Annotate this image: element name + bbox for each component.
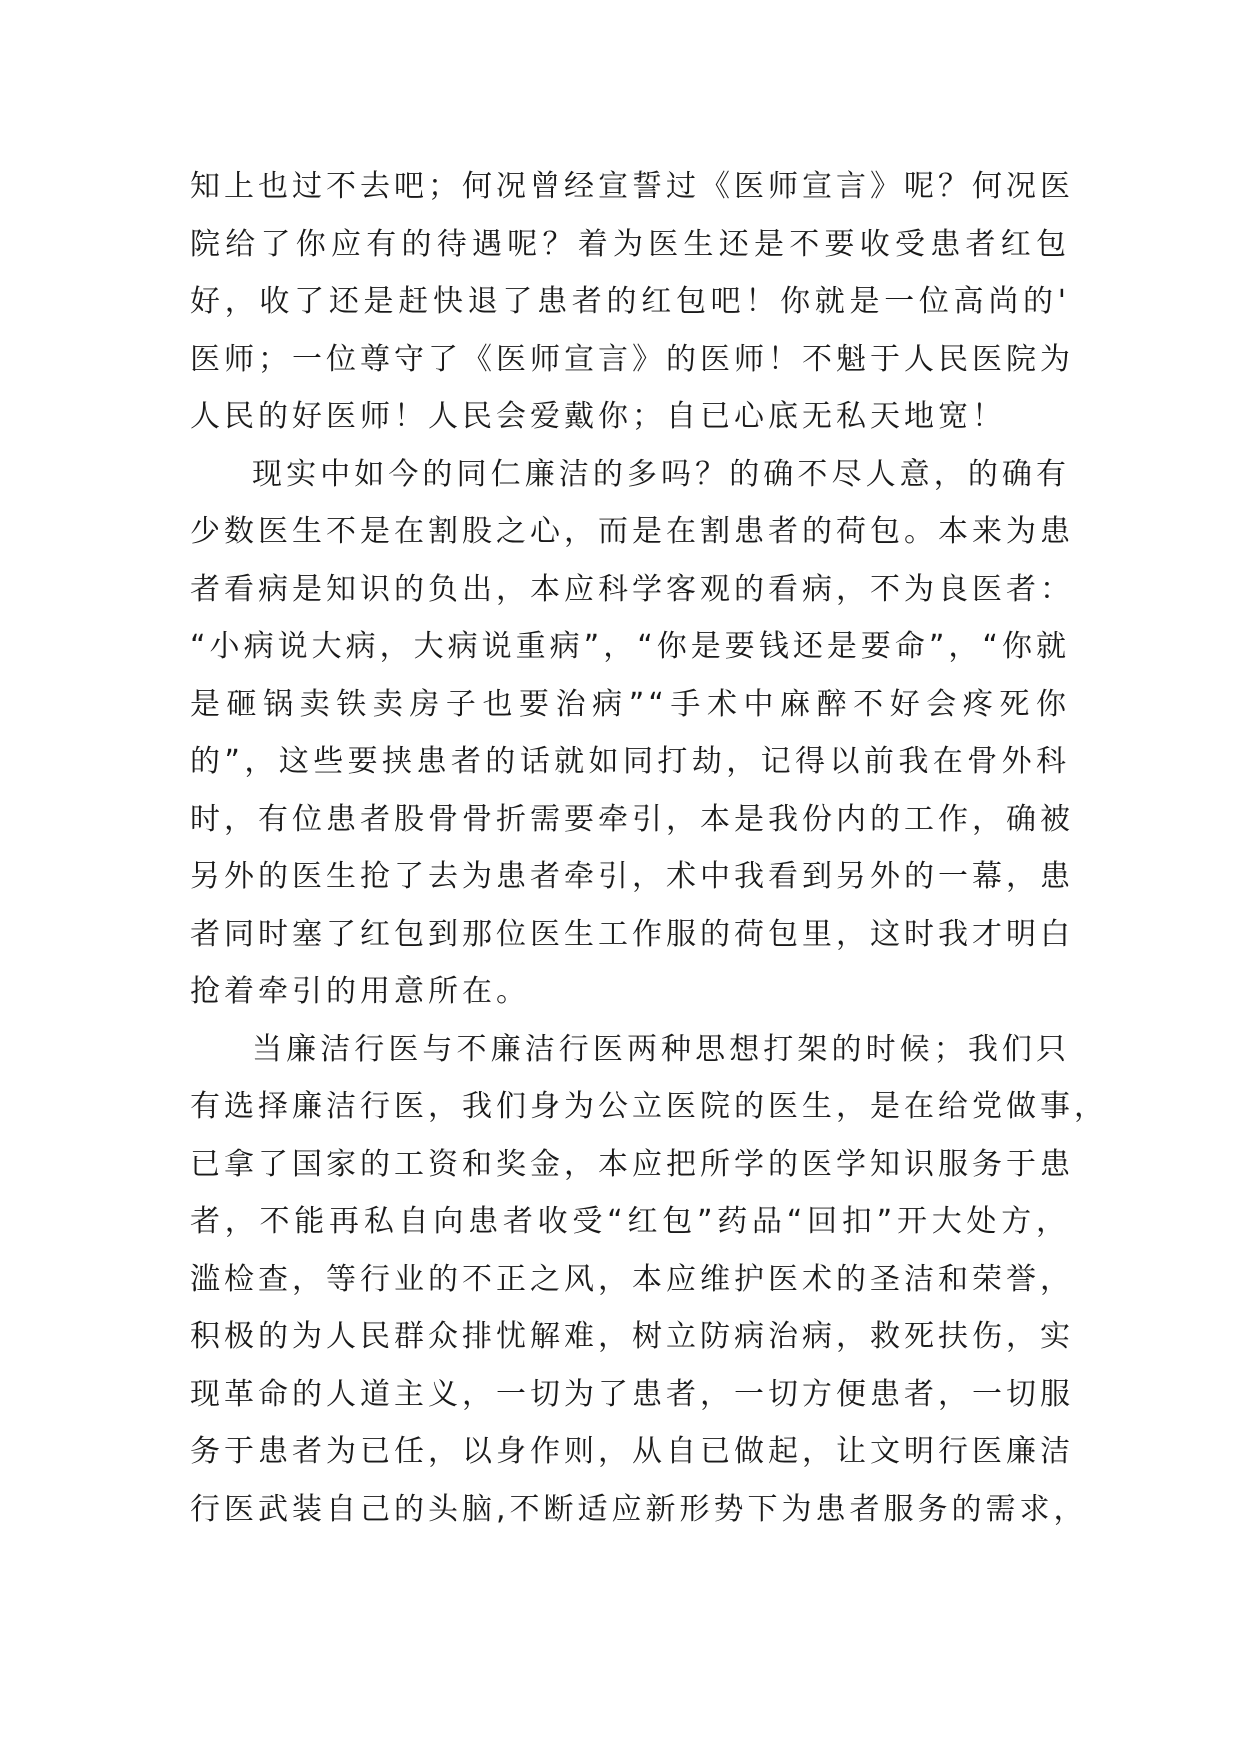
- text-line: 知上也过不去吧；何况曾经宣誓过《医师宣言》呢？何况医: [190, 169, 1074, 204]
- text-line: 者看病是知识的负出，本应科学客观的看病，不为良医者：: [190, 571, 1074, 607]
- text-line: “小病说大病，大病说重病”，“你是要钱还是要命”，“你就: [190, 629, 1070, 664]
- text-line: 的”，这些要挟患者的话就如同打劫，记得以前我在骨外科: [190, 744, 1070, 779]
- text-line: 时，有位患者股骨骨折需要牵引，本是我份内的工作，确被: [190, 801, 1074, 837]
- text-line: 院给了你应有的待遇呢？着为医生还是不要收受患者红包: [190, 226, 1070, 262]
- text-line: 是砸锅卖铁卖房子也要治病”“手术中麻醉不好会疼死你: [190, 686, 1070, 722]
- text-line: 人民的好医师！人民会爱戴你；自已心底无私天地宽！: [190, 399, 1006, 434]
- text-line: 医师；一位尊守了《医师宣言》的医师！不魁于人民医院为: [190, 341, 1074, 377]
- text-line: 务于患者为已任，以身作则，从自已做起，让文明行医廉洁: [190, 1434, 1074, 1469]
- text-line: 好，收了还是赶快退了患者的红包吧！你就是一位高尚的': [190, 284, 1070, 319]
- text-line: 另外的医生抢了去为患者牵引，术中我看到另外的一幕，患: [190, 859, 1074, 894]
- text-line: 已拿了国家的工资和奖金，本应把所学的医学知识服务于患: [190, 1146, 1074, 1182]
- text-line: 滥检查，等行业的不正之风，本应维护医术的圣洁和荣誉，: [190, 1261, 1074, 1297]
- text-line: 行医武装自己的头脑,不断适应新形势下为患者服务的需求，: [190, 1491, 1088, 1527]
- body-text: [190, 158, 1108, 1538]
- text-line: 少数医生不是在割股之心，而是在割患者的荷包。本来为患: [190, 514, 1074, 549]
- text-line: 积极的为人民群众排忧解难，树立防病治病，救死扶伤，实: [190, 1319, 1074, 1354]
- text-line: 者，不能再私自向患者收受“红包”药品“回扣”开大处方，: [190, 1204, 1070, 1239]
- text-line: 有选择廉洁行医，我们身为公立医院的医生，是在给党做事，: [190, 1089, 1108, 1124]
- paragraph-first-line: 现实中如今的同仁廉洁的多吗？的确不尽人意，的确有: [252, 456, 1070, 492]
- paragraph-first-line: 当廉洁行医与不廉洁行医两种思想打架的时候；我们只: [252, 1031, 1070, 1067]
- text-line: 抢着牵引的用意所在。: [190, 974, 530, 1009]
- text-line: 现革命的人道主义，一切为了患者，一切方便患者，一切服: [190, 1376, 1074, 1412]
- text-line: 者同时塞了红包到那位医生工作服的荷包里，这时我才明白: [190, 916, 1074, 952]
